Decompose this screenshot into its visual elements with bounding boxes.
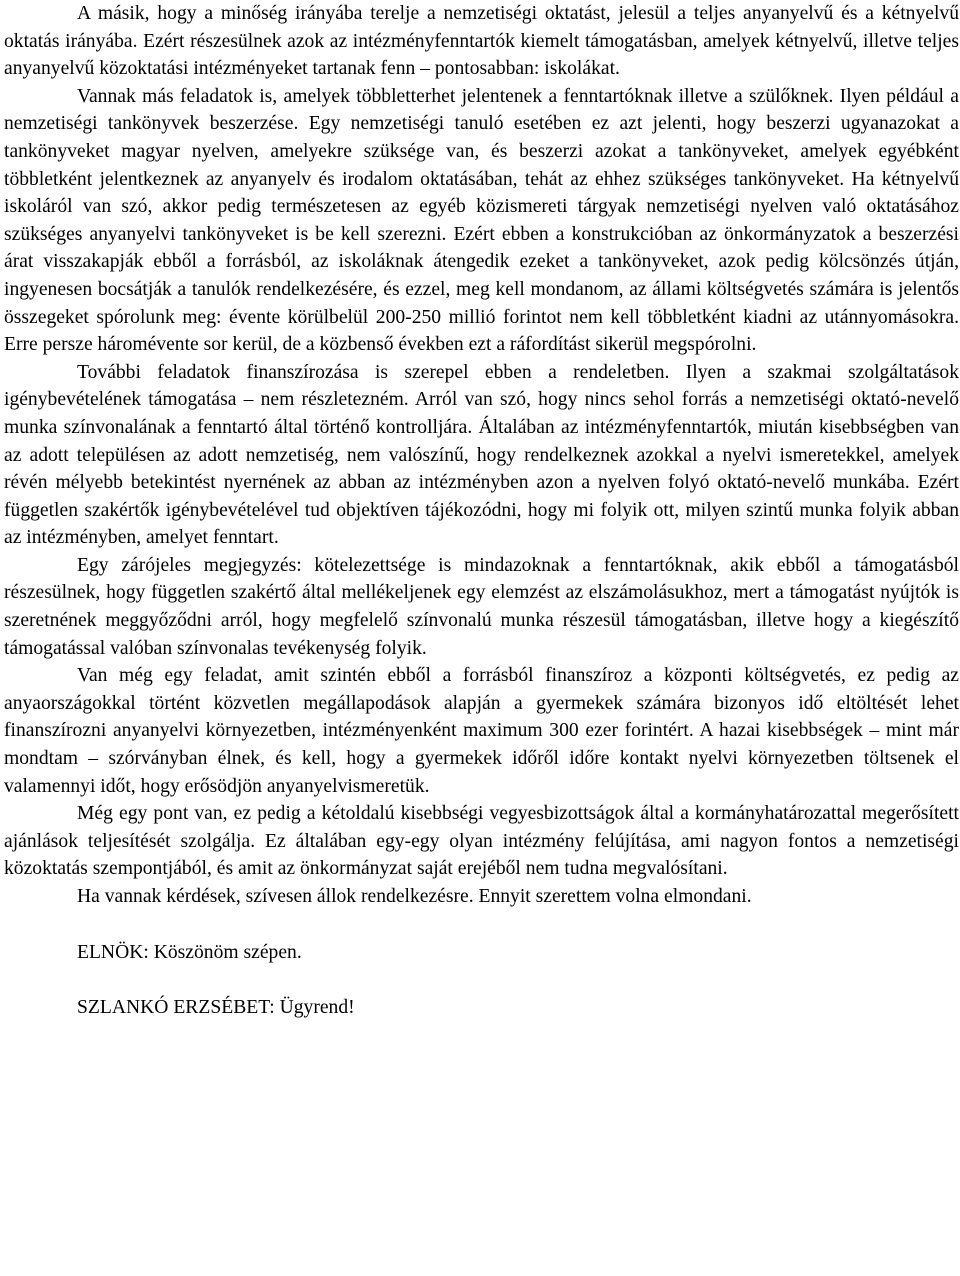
document-page — [4, 0, 959, 1022]
paragraph-minoseg: A másik, hogy a minőség irányába terelje a nemzetiségi oktatást, jelesül a teljes anyanyelvű és a kétnyelvű oktatás irányába. Ezért részesülnek azok az intézményfenntartók kiemelt támogatásban, amelyek kétnyelvű, illetve teljes anyanyelvű közoktatási intézményeket tartanak fenn – pontosabban: iskolákat. — [4, 3, 959, 80]
paragraph-zarojeles-megjegyzes: Egy zárójeles megjegyzés: kötelezettsége is mindazoknak a fenntartóknak, akik ebből a támogatásból részesülnek, hogy független szakértő által mellékeljenek egy elemzést az elszámolásukhoz, mert a támogatást nyújtók is szeretnének meggyőződni arról, hogy megfelelő színvonalú munka részesül támogatásban, illetve hogy a kiegészítő támogatással valóban színvonalas tevékenység folyik. — [4, 554, 959, 659]
paragraph-anyaorszagok: Van még egy feladat, amit szintén ebből a forrásból finanszíroz a központi költségvetés, ez pedig az anyaországokkal történt közvetlen megállapodások alapján a gyermekek számára bizonyos idő eltöltését lehet finanszírozni anyanyelvi környezetben, intézményenként maximum 300 ezer forintért. A hazai kisebbségek – mint már mondtam – szórványban élnek, és kell, hogy a gyermekek időről időre kontakt nyelvi környezetben töltsenek el valamennyi időt, hogy erősödjön anyanyelvismeretük. — [4, 665, 959, 797]
paragraph-tankonyvek: Vannak más feladatok is, amelyek többletterhet jelentenek a fenntartóknak illetve a szülőknek. Ilyen például a nemzetiségi tankönyvek beszerzése. Egy nemzetiségi tanuló esetében ez azt jelenti, hogy beszerzi ugyanazokat a tankönyveket magyar nyelven, amelyekre szüksége van, és beszerzi azokat a tankönyveket, amelyek egyébként többletként jelentkeznek az anyanyelv és irodalom oktatásában, tehát az ehhez szükséges tankönyveket. Ha kétnyelvű iskoláról van szó, akkor pedig természetesen az egyéb közismereti tárgyak nemzetiségi nyelven való oktatásához szükséges anyanyelvi tankönyveket is be kell szerezni. Ezért ebben a konstrukcióban az önkormányzatok a beszerzési árat visszakapják ebből a forrásból, az iskoláknak átengedik ezeket a tankönyveket, azok pedig kölcsönzés útján, ingyenesen bocsátják a tanulók rendelkezésére, és ezzel, meg kell mondanom, az állami költségvetés számára is jelentős összegeket spórolunk meg: évente körülbelül 200-250 millió forintot nem kell többletként kiadni az utánnyomásokra. Erre persze háromévente sor kerül, de a közbenső években ezt a ráfordítást sikerül megspórolni. — [4, 85, 959, 356]
paragraph-vegyesbizottsagok: Még egy pont van, ez pedig a kétoldalú kisebbségi vegyesbizottságok által a kormányhatározattal megerősített ajánlások teljesítését szolgálja. Ez általában egy-egy olyan intézmény felújítása, ami nagyon fontos a nemzetiségi közoktatás szempontjából, és amit az önkormányzat saját erejéből nem tudna megvalósítani. — [4, 803, 959, 880]
speaker-line-szlanko: SZLANKÓ ERZSÉBET: Ügyrend! — [77, 997, 355, 1019]
paragraph-szakmai-szolgaltatasok: További feladatok finanszírozása is szerepel ebben a rendeletben. Ilyen a szakmai szolgáltatások igénybevételének támogatása – nem részletezném. Arról van szó, hogy nincs sehol forrás a nemzetiségi oktató-nevelő munka színvonalának a fenntartó által történő kontrolljára. Általában az intézményfenntartók, miután kisebbségben van az adott településen az adott nemzetiség, nem valószínű, hogy rendelkeznek azokkal a nyelvi ismeretekkel, amelyek révén mélyebb betekintést nyernének az abban az intézményben azon a nyelven folyó oktató-nevelő munkába. Ezért független szakértők igénybevételével tud objektíven tájékozódni, hogy mi folyik ott, milyen szintű munka folyik abban az intézményben, amelyet fenntart. — [4, 361, 959, 549]
speaker-line-elnok: ELNÖK: Köszönöm szépen. — [77, 941, 302, 963]
paragraph-kerdesek: Ha vannak kérdések, szívesen állok rendelkezésre. Ennyit szerettem volna elmondani. — [77, 886, 752, 907]
spacer — [4, 966, 959, 994]
spacer — [4, 911, 959, 939]
